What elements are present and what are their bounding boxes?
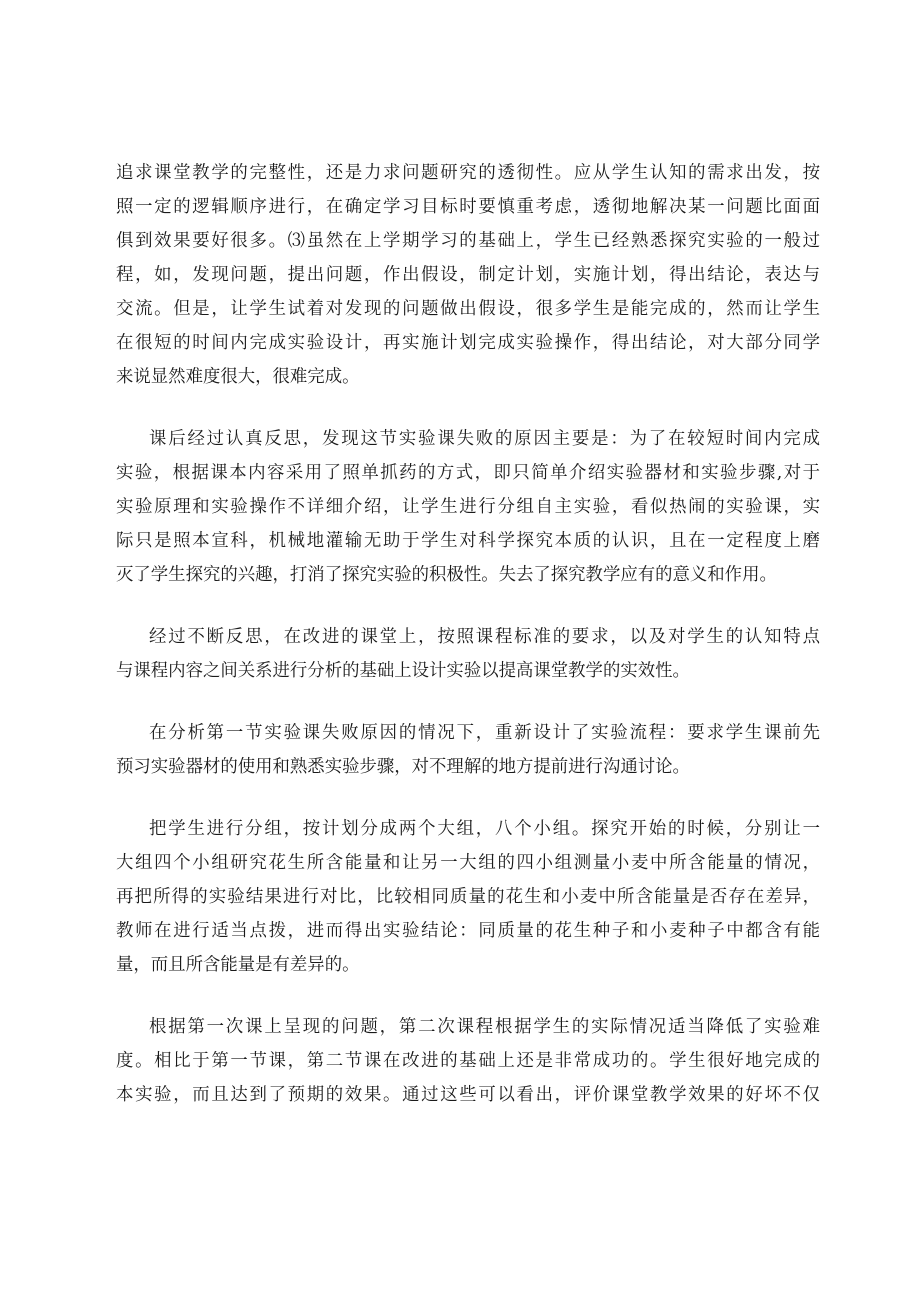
text-line: 在很短的时间内完成实验设计，再实施计划完成实验操作，得出结论，对大部分同学	[116, 333, 820, 353]
paragraph	[116, 156, 820, 394]
text-line: 本实验，而且达到了预期的效果。通过这些可以看出，评价课堂教学效果的好坏不仅	[116, 1085, 820, 1105]
text-line: 实验，根据课本内容采用了照单抓药的方式，即只简单介绍实验器材和实验步骤,对于	[116, 463, 820, 483]
text-line: 俱到效果要好很多。⑶虽然在上学期学习的基础上，学生已经熟悉探究实验的一般过	[116, 231, 820, 251]
text-line: 实验原理和实验操作不详细介绍，让学生进行分组自主实验，看似热闹的实验课，实	[116, 497, 820, 517]
paragraph	[116, 422, 820, 592]
text-line: 经过不断反思，在改进的课堂上，按照课程标准的要求，以及对学生的认知特点	[149, 627, 820, 647]
text-line: 度。相比于第一节课，第二节课在改进的基础上还是非常成功的。学生很好地完成的	[116, 1051, 820, 1071]
text-line: 照一定的逻辑顺序进行，在确定学习目标时要慎重考虑，透彻地解决某一问题比面面	[116, 197, 820, 217]
text-line: 把学生进行分组，按计划分成两个大组，八个小组。探究开始的时候，分别让一	[149, 819, 820, 839]
paragraph	[116, 716, 820, 784]
paragraph	[116, 812, 820, 982]
text-line: 在分析第一节实验课失败原因的情况下，重新设计了实验流程：要求学生课前先	[149, 723, 820, 743]
text-line: 教师在进行适当点拨，进而得出实验结论：同质量的花生种子和小麦种子中都含有能	[116, 921, 820, 941]
paragraph	[116, 620, 820, 688]
text-line: 预习实验器材的使用和熟悉实验步骤，对不理解的地方提前进行沟通讨论。	[116, 757, 690, 777]
paragraph	[116, 1010, 820, 1112]
text-line: 追求课堂教学的完整性，还是力求问题研究的透彻性。应从学生认知的需求出发，按	[116, 163, 820, 183]
text-line: 程，如，发现问题，提出问题，作出假设，制定计划，实施计划，得出结论，表达与	[116, 265, 820, 285]
text-line: 来说显然难度很大，很难完成。	[116, 367, 360, 387]
text-line: 灭了学生探究的兴趣，打消了探究实验的积极性。失去了探究教学应有的意义和作用。	[116, 565, 777, 585]
text-line: 际只是照本宣科，机械地灌输无助于学生对科学探究本质的认识，且在一定程度上磨	[116, 531, 820, 551]
text-line: 课后经过认真反思，发现这节实验课失败的原因主要是：为了在较短时间内完成	[149, 429, 820, 449]
text-line: 再把所得的实验结果进行对比，比较相同质量的花生和小麦中所含能量是否存在差异，	[116, 887, 820, 907]
text-line: 根据第一次课上呈现的问题，第二次课程根据学生的实际情况适当降低了实验难	[149, 1017, 820, 1037]
document-body	[116, 156, 820, 1140]
text-line: 交流。但是，让学生试着对发现的问题做出假设，很多学生是能完成的，然而让学生	[116, 299, 820, 319]
text-line: 量，而且所含能量是有差异的。	[116, 955, 360, 975]
text-line: 大组四个小组研究花生所含能量和让另一大组的四小组测量小麦中所含能量的情况，	[116, 853, 820, 873]
text-line: 与课程内容之间关系进行分析的基础上设计实验以提高课堂教学的实效性。	[116, 661, 690, 681]
